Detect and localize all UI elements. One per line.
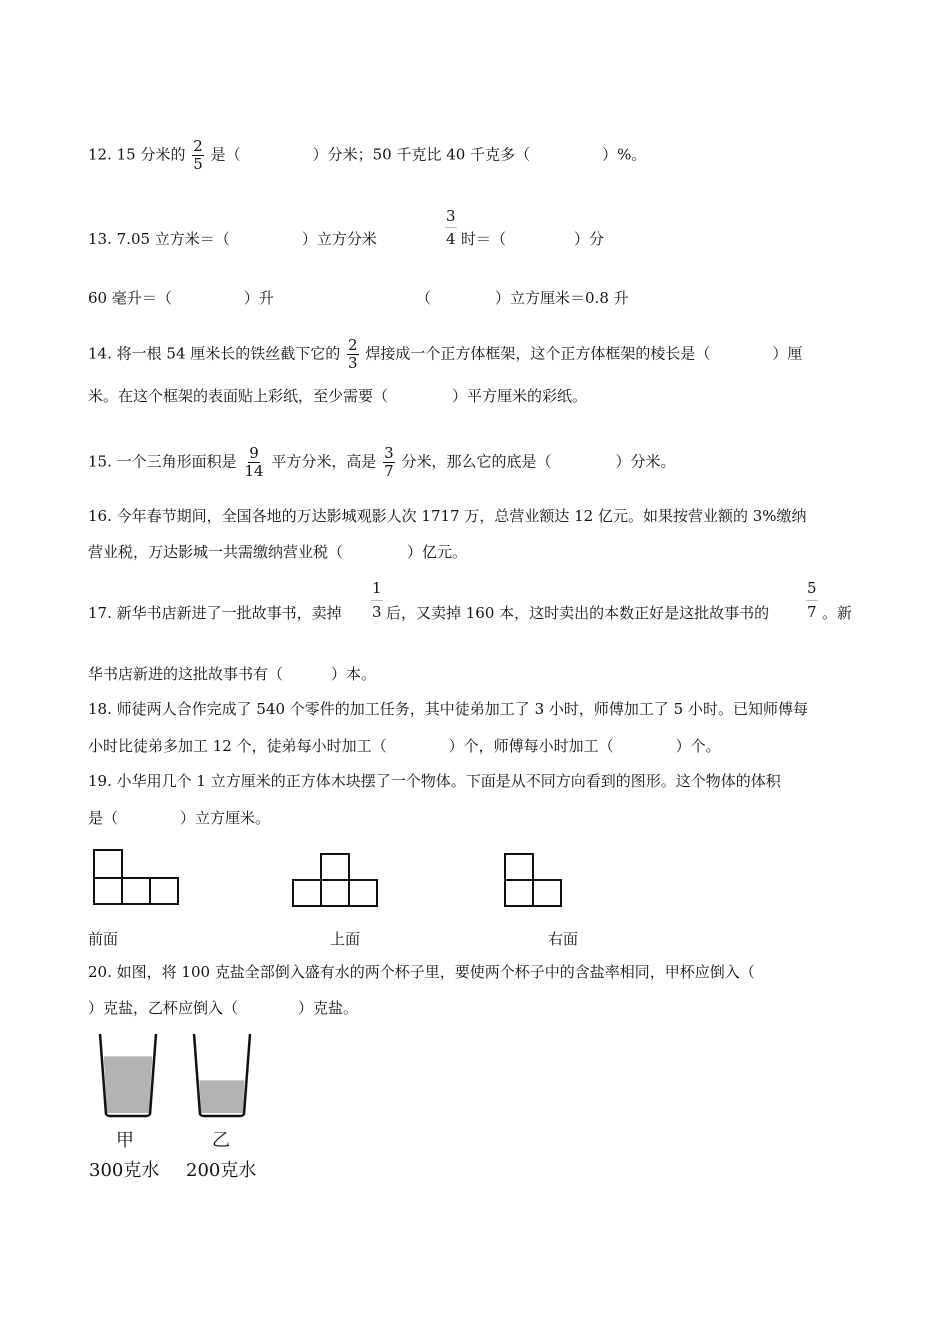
q12-text-4: ）%。: [602, 145, 647, 164]
q12-fraction: [192, 138, 204, 173]
cube-square: [533, 880, 561, 906]
water-yi: [199, 1080, 244, 1113]
q17-fraction-2-group: [804, 577, 820, 624]
q19-number: 19.: [88, 772, 112, 790]
q18-number: 18.: [88, 700, 112, 718]
cube-square: [94, 850, 122, 878]
cup-jia-name: 甲: [116, 1130, 134, 1151]
cube-square: [293, 880, 321, 906]
q12-text-2: 是（: [210, 145, 241, 164]
front-view-figure: [90, 846, 185, 908]
q13-text-7: （: [416, 289, 432, 307]
q16-number: 16.: [88, 507, 112, 525]
q16-line-2: [88, 542, 467, 562]
q13-text-8: ）立方厘米＝0.8 升: [495, 289, 629, 307]
q13-text-6: ）升: [243, 289, 274, 307]
q17-fraction-1-group: [369, 577, 385, 624]
fraction-denominator: 14: [244, 462, 264, 480]
q15-fraction-1: [243, 445, 264, 480]
q15-text-1: 一个三角形面积是: [116, 452, 237, 471]
cube-square: [321, 854, 349, 880]
q14-text-3: ）厘: [772, 344, 803, 363]
q20-text-2: ）克盐，乙杯应倒入（: [88, 999, 239, 1017]
right-view-label: 右面: [548, 930, 579, 948]
q17-line-1c: [822, 603, 852, 623]
q17-line-1: [88, 603, 342, 623]
q12-number: 12.: [88, 145, 112, 164]
q20-number: 20.: [88, 963, 112, 981]
q12-line: [88, 138, 646, 173]
q17-line-1b: [386, 603, 769, 623]
q12-text-3: ）分米；50 千克比 40 千克多（: [312, 145, 531, 164]
cube-square: [349, 880, 377, 906]
q13-line-1: [88, 229, 377, 249]
q17-fraction-2: [806, 577, 818, 624]
q15-line: [88, 445, 675, 480]
q13-line-1b: [461, 229, 604, 249]
fraction-numerator: 5: [806, 577, 818, 601]
q20-text-3: ）克盐。: [298, 999, 359, 1017]
q13-text-5: 60 毫升＝（: [88, 289, 172, 307]
q20-line-2: [88, 998, 358, 1018]
q14-line-1: [88, 337, 802, 372]
q13-fraction: [445, 205, 457, 250]
q18-line-2: [88, 736, 721, 756]
q14-text-2: 焊接成一个正方体框架，这个正方体框架的棱长是（: [365, 344, 711, 363]
cube-square: [94, 878, 122, 904]
q16-text-1: 今年春节期间，全国各地的万达影城观影人次 1717 万，总营业额达 12 亿元。如果按营业额的 3%缴纳: [116, 507, 807, 525]
q20-line-1: [88, 962, 755, 982]
cup-yi-name: 乙: [212, 1130, 230, 1151]
q20-text-1: 如图，将 100 克盐全部倒入盛有水的两个杯子里，要使两个杯子中的含盐率相同，甲杯应倒入（: [116, 963, 755, 981]
cup-yi-figure: [190, 1030, 254, 1120]
cup-jia-figure: [96, 1030, 160, 1120]
q15-fraction-2: [383, 445, 395, 480]
fraction-numerator: 9: [249, 444, 259, 462]
q19-text-3: ）立方厘米。: [180, 809, 271, 827]
q14-fraction: [347, 337, 359, 372]
q18-text-3: ）个，师傅每小时加工（: [448, 737, 614, 755]
fraction-denominator: 7: [384, 462, 394, 480]
top-view-label: 上面: [330, 930, 361, 948]
q18-text-2: 小时比徒弟多加工 12 个，徒弟每小时加工（: [88, 737, 387, 755]
q13-line-2b: [416, 288, 629, 308]
fraction-denominator: 5: [193, 155, 203, 173]
q15-text-4: ）分米。: [615, 452, 676, 471]
q19-line-1: [88, 771, 781, 791]
top-view-figure: [286, 846, 382, 908]
q19-line-2: [88, 808, 270, 828]
q14-text-5: ）平方厘米的彩纸。: [452, 387, 588, 405]
q17-text-3: 。新: [822, 604, 853, 622]
q13-text-3: 时＝（: [461, 230, 507, 248]
q18-text-4: ）个。: [675, 737, 721, 755]
fraction-denominator: 4: [446, 230, 456, 248]
q17-text-4: 华书店新进的这批故事书有（: [88, 665, 284, 683]
cube-square: [321, 880, 349, 906]
q14-text-1: 将一根 54 厘米长的铁丝截下它的: [116, 344, 341, 363]
q17-fraction-1: [371, 577, 383, 624]
cube-square: [505, 880, 533, 906]
q13-text-1: 7.05 立方米＝（: [116, 230, 230, 248]
q15-text-3: 分米，那么它的底是（: [401, 452, 552, 471]
fraction-numerator: 1: [371, 577, 383, 601]
q14-number: 14.: [88, 344, 112, 363]
right-view-figure: [500, 850, 566, 908]
q16-text-3: ）亿元。: [407, 543, 468, 561]
q15-number: 15.: [88, 452, 112, 471]
q13-text-2: ）立方分米: [301, 230, 377, 248]
q16-line-1: [88, 506, 807, 526]
fraction-numerator: 3: [384, 444, 394, 462]
fraction-denominator: 3: [348, 354, 358, 372]
fraction-numerator: 2: [193, 137, 203, 155]
q19-text-2: 是（: [88, 809, 119, 827]
q13-fraction-group: [443, 205, 459, 250]
q13-number: 13.: [88, 230, 112, 248]
q17-text-5: ）本。: [331, 665, 377, 683]
q17-number: 17.: [88, 604, 112, 622]
fraction-denominator: 3: [372, 603, 382, 621]
cube-square: [505, 854, 533, 880]
q17-text-1: 新华书店新进了一批故事书，卖掉: [116, 604, 342, 622]
q13-line-2: [88, 288, 274, 308]
q14-line-2: [88, 386, 587, 406]
fraction-numerator: 3: [445, 205, 457, 228]
q15-text-2: 平方分米，高是: [271, 452, 377, 471]
cup-yi-water: 200克水: [186, 1160, 257, 1181]
q17-text-2: 后，又卖掉 160 本，这时卖出的本数正好是这批故事书的: [386, 604, 770, 622]
cube-square: [150, 878, 178, 904]
q18-line-1: [88, 699, 808, 719]
q12-text-1: 15 分米的: [116, 145, 186, 164]
q17-line-2: [88, 664, 376, 684]
q13-text-4: ）分: [574, 230, 605, 248]
q14-text-4: 米。在这个框架的表面贴上彩纸，至少需要（: [88, 387, 389, 405]
front-view-label: 前面: [88, 930, 119, 948]
q19-text-1: 小华用几个 1 立方厘米的正方体木块摆了一个物体。下面是从不同方向看到的图形。这个物体的体积: [116, 772, 781, 790]
q18-text-1: 师徒两人合作完成了 540 个零件的加工任务，其中徒弟加工了 3 小时，师傅加工了 5 小时。已知师傅每: [116, 700, 808, 718]
water-jia: [104, 1056, 153, 1113]
q16-text-2: 营业税，万达影城一共需缴纳营业税（: [88, 543, 344, 561]
fraction-denominator: 7: [807, 603, 817, 621]
fraction-numerator: 2: [348, 336, 358, 354]
cube-square: [122, 878, 150, 904]
cup-jia-water: 300克水: [89, 1160, 160, 1181]
